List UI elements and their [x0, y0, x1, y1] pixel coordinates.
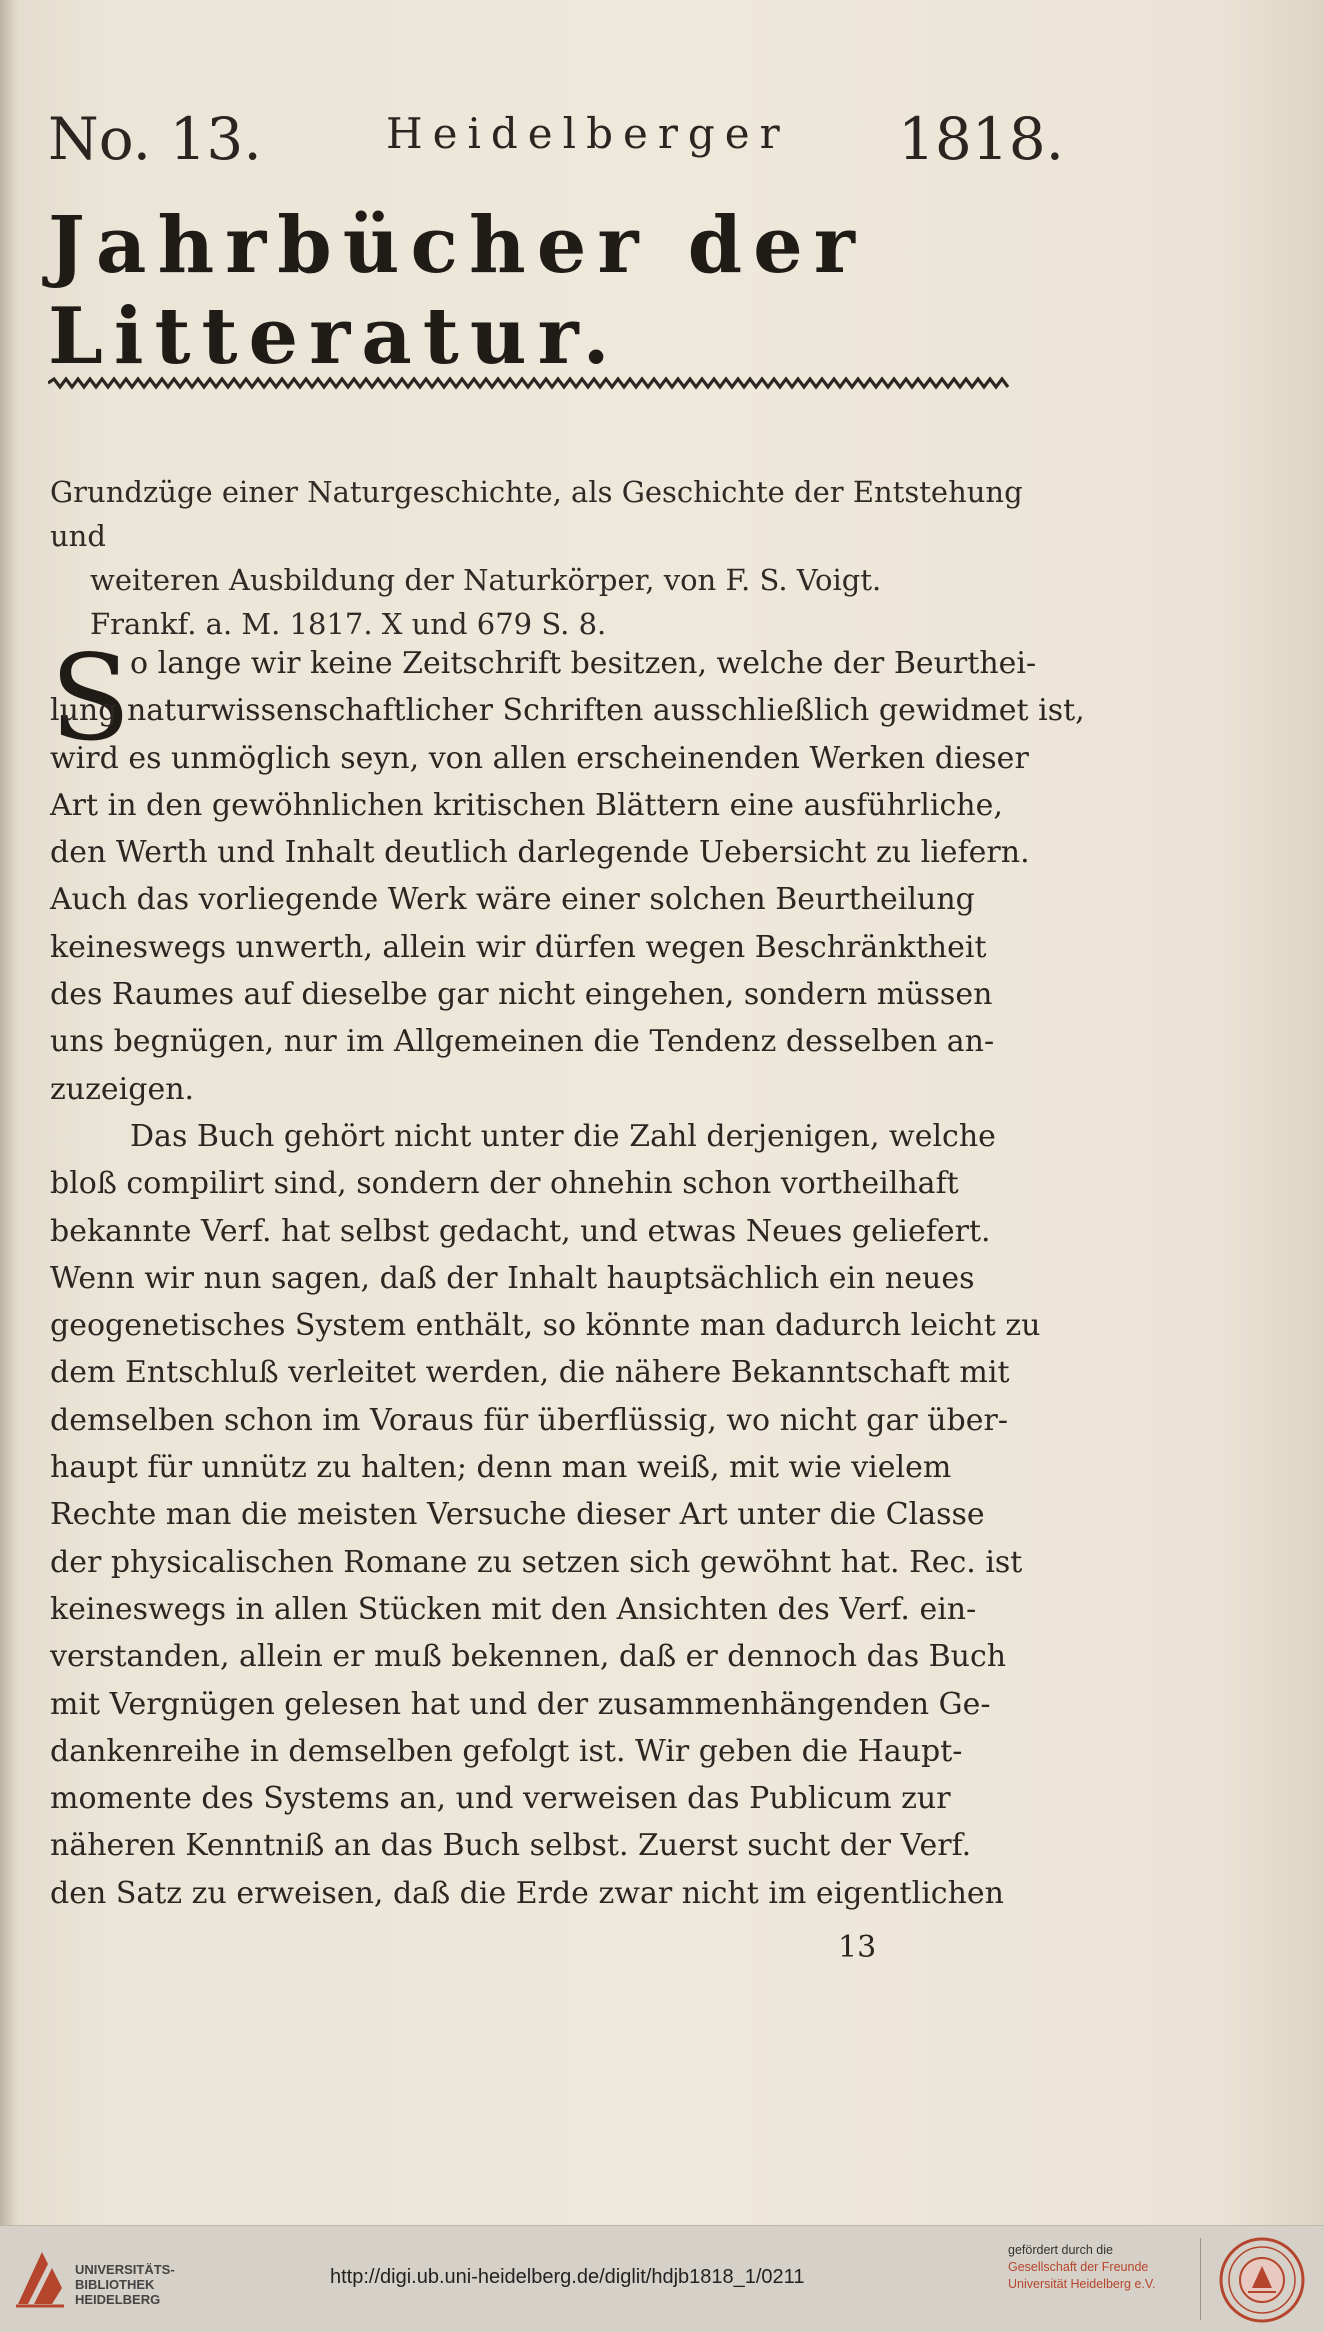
sponsor-line: gefördert durch die [1008, 2243, 1113, 2257]
body-line: des Raumes auf dieselbe gar nicht eingehen, sondern müssen [50, 977, 993, 1013]
body-line: dem Entschluß verleitet werden, die nähere Bekanntschaft mit [50, 1355, 1010, 1391]
body-line: uns begnügen, nur im Allgemeinen die Tendenz desselben an- [50, 1024, 995, 1060]
review-body [50, 629, 1085, 1917]
sponsor-line: Gesellschaft der Freunde [1008, 2260, 1149, 2274]
body-line: haupt für unnütz zu halten; denn man weiß, mit wie vielem [50, 1450, 952, 1486]
body-line: wird es unmöglich seyn, von allen erscheinenden Werken dieser [50, 740, 1029, 776]
book-citation [50, 470, 1050, 646]
body-line: momente des Systems an, und verweisen das Publicum zur [50, 1781, 951, 1817]
citation-line: Grundzüge einer Naturgeschichte, als Geschichte der Entstehung und [50, 475, 1023, 553]
body-line: näheren Kenntniß an das Buch selbst. Zuerst sucht der Verf. [50, 1828, 972, 1864]
issue-year: 1818. [898, 105, 1065, 173]
library-name-line: HEIDELBERG [75, 2292, 161, 2307]
body-line: den Satz zu erweisen, daß die Erde zwar nicht im eigentlichen [50, 1875, 1004, 1911]
drop-cap: S [50, 629, 131, 767]
sponsor-credit [1008, 2242, 1198, 2293]
body-line: o lange wir keine Zeitschrift besitzen, welche der Beurthei- [130, 646, 1037, 681]
body-line: geogenetisches System enthält, so könnte man dadurch leicht zu [50, 1308, 1041, 1344]
journal-title: Jahrbücher der Litteratur. [48, 200, 866, 382]
body-line: der physicalischen Romane zu setzen sich gewöhnt hat. Rec. ist [50, 1544, 1023, 1580]
citation-line: Frankf. a. M. 1817. X und 679 S. 8. [90, 607, 607, 641]
body-line: Rechte man die meisten Versuche dieser Art unter die Classe [50, 1497, 985, 1533]
body-line: Art in den gewöhnlichen kritischen Blättern eine ausführliche, [50, 787, 1003, 823]
library-name-line: UNIVERSITÄTS- [75, 2262, 175, 2277]
body-line: bekannte Verf. hat selbst gedacht, und etwas Neues geliefert. [50, 1213, 991, 1249]
body-line: verstanden, allein er muß bekennen, daß er dennoch das Buch [50, 1639, 1007, 1675]
signature-mark: 13 [838, 1930, 877, 1965]
permalink-url[interactable]: http://digi.ub.uni-heidelberg.de/diglit/hdjb1818_1/0211 [330, 2266, 805, 2288]
university-seal-icon [1218, 2236, 1306, 2324]
footer-divider [1200, 2238, 1201, 2320]
body-line: Wenn wir nun sagen, daß der Inhalt hauptsächlich ein neues [50, 1260, 975, 1296]
body-line: dankenreihe in demselben gefolgt ist. Wir geben die Haupt- [50, 1733, 963, 1769]
body-line: mit Vergnügen gelesen hat und der zusammenhängenden Ge- [50, 1686, 991, 1722]
university-library-logo-icon [12, 2246, 68, 2310]
body-line: lung naturwissenschaftlicher Schriften ausschließlich gewidmet ist, [50, 693, 1085, 729]
issue-number: No. 13. [48, 105, 262, 173]
journal-prefix: Heidelberger [386, 109, 790, 158]
library-name-line: BIBLIOTHEK [75, 2277, 155, 2292]
journal-header [48, 105, 1065, 185]
body-line: Das Buch gehört nicht unter die Zahl derjenigen, welche [130, 1118, 996, 1154]
body-line: den Werth und Inhalt deutlich darlegende Uebersicht zu liefern. [50, 835, 1030, 871]
body-line: demselben schon im Voraus für überflüssig, wo nicht gar über- [50, 1402, 1008, 1438]
body-line: Auch das vorliegende Werk wäre einer solchen Beurtheilung [50, 882, 975, 918]
body-line: zuzeigen. [50, 1071, 195, 1107]
sponsor-line: Universität Heidelberg e.V. [1008, 2277, 1156, 2291]
library-name [75, 2262, 175, 2307]
ornamental-rule [48, 372, 1058, 394]
citation-line: weiteren Ausbildung der Naturkörper, von F. S. Voigt. [90, 563, 882, 597]
body-line: bloß compilirt sind, sondern der ohnehin schon vortheilhaft [50, 1166, 959, 1202]
body-line: keineswegs in allen Stücken mit den Ansichten des Verf. ein- [50, 1591, 977, 1627]
body-line: keineswegs unwerth, allein wir dürfen wegen Beschränktheit [50, 929, 987, 965]
digitization-footer [0, 2225, 1324, 2332]
